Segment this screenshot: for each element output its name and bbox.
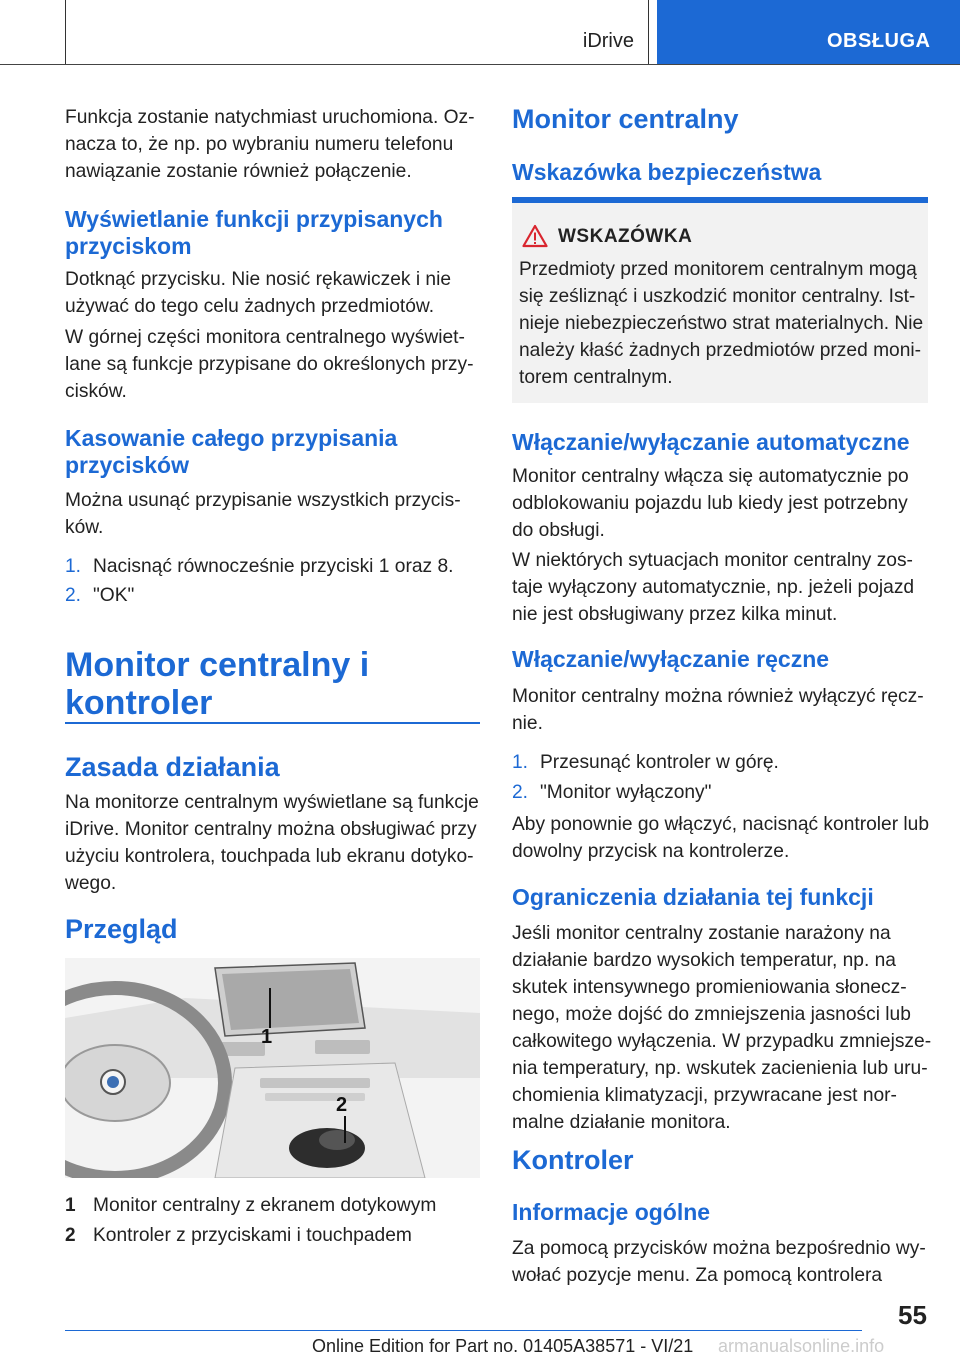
text-line: iDrive. Monitor centralny można obsługiwać przy — [65, 819, 477, 840]
text-line: Aby ponownie go włączyć, nacisnąć kontroler lub — [512, 814, 930, 835]
legend-number: 1 — [65, 1195, 76, 1216]
text-line: taje wyłączony automatycznie, np. jeżeli pojazd — [512, 577, 915, 598]
footer-rule — [65, 1330, 862, 1331]
text-line: nacza to, że np. po wybraniu numeru telefonu — [65, 134, 454, 155]
page-number: 55 — [898, 1300, 927, 1330]
heading-overview: Przegląd — [65, 914, 178, 944]
text-line: nia temperatury, np. wskutek zacienienia lub uru- — [512, 1058, 928, 1079]
warning-box — [512, 197, 928, 403]
text-line: ków. — [65, 517, 104, 538]
text-line: odblokowaniu pojazdu lub kiedy jest potrzebny — [512, 493, 908, 514]
heading-principle: Zasada działania — [65, 752, 280, 782]
text-line: chomienia klimatyzacji, przywracane jest nor- — [512, 1085, 897, 1106]
warning-bar — [512, 197, 928, 203]
warning-line: nieje niebezpieczeństwo strat materialnych. Nie — [519, 313, 924, 334]
text-line: Dotknąć przycisku. Nie nosić rękawiczek i nie — [65, 269, 452, 290]
header-chapter-title: OBSŁUGA — [827, 30, 931, 52]
step-number: 1. — [512, 752, 529, 773]
warning-triangle-icon — [522, 224, 548, 248]
header-rule — [0, 64, 960, 65]
text-line: W niektórych sytuacjach monitor centralny zos- — [512, 550, 913, 571]
step-text: "Monitor wyłączony" — [540, 782, 712, 803]
step-text: Przesunąć kontroler w górę. — [540, 752, 779, 773]
legend-text: Monitor centralny z ekranem dotykowym — [93, 1195, 437, 1216]
legend-text: Kontroler z przyciskami i touchpadem — [93, 1225, 412, 1246]
step-number: 2. — [512, 782, 529, 803]
text-line: Jeśli monitor centralny zostanie narażony na — [512, 923, 891, 944]
text-line: wołać pozycje menu. Za pomocą kontrolera — [512, 1265, 883, 1286]
heading-delete-assignment: Kasowanie całego przypisania — [65, 425, 398, 451]
warning-line: Przedmioty przed monitorem centralnym mogą — [519, 259, 917, 280]
text-line: skutek intensywnego promieniowania słonecz- — [512, 977, 907, 998]
text-line: do obsługi. — [512, 520, 605, 541]
figure-label-2: 2 — [336, 1094, 348, 1116]
text-line: użyciu kontrolera, touchpada lub ekranu dotyko- — [65, 846, 474, 867]
chapter-heading: Monitor centralny i — [65, 646, 370, 684]
warning-title: WSKAZÓWKA — [558, 226, 693, 247]
step-number: 1. — [65, 556, 82, 577]
heading-display-functions: Wyświetlanie funkcji przypisanych — [65, 206, 443, 232]
header-chapter-tab — [657, 0, 960, 64]
footer-watermark: armanualsonline.info — [718, 1336, 885, 1356]
step-text: Nacisnąć równocześnie przyciski 1 oraz 8. — [93, 556, 454, 577]
step-text: "OK" — [93, 585, 135, 606]
heading-display-functions-cont: przyciskom — [65, 233, 192, 259]
text-line: nie. — [512, 713, 543, 734]
heading-auto-on-off: Włączanie/wyłączanie automatyczne — [512, 429, 910, 455]
heading-general-info: Informacje ogólne — [512, 1199, 711, 1225]
text-line: W górnej części monitora centralnego wyświet- — [65, 327, 465, 348]
text-line: Monitor centralny włącza się automatycznie po — [512, 466, 909, 487]
heading-central-monitor: Monitor centralny — [512, 104, 739, 134]
chapter-rule — [65, 722, 480, 724]
warning-line: się ześliznąć i uszkodzić monitor centralny. Ist- — [519, 286, 916, 307]
text-line: nego, może dojść do zmniejszenia jasności lub — [512, 1004, 911, 1025]
text-line: nie jest obsługiwany przez kilka minut. — [512, 604, 838, 625]
heading-safety-note: Wskazówka bezpieczeństwa — [512, 159, 822, 185]
text-line: Monitor centralny można również wyłączyć ręcz- — [512, 686, 924, 707]
heading-controller: Kontroler — [512, 1145, 634, 1175]
heading-limits: Ograniczenia działania tej funkcji — [512, 884, 874, 910]
text-line: wego. — [65, 873, 117, 894]
text-line: Za pomocą przycisków można bezpośrednio wy- — [512, 1238, 926, 1259]
text-line: Można usunąć przypisanie wszystkich przycis- — [65, 490, 461, 511]
text-line: cisków. — [65, 381, 127, 402]
text-line: dowolny przycisk na kontrolerze. — [512, 841, 790, 862]
header-section-box — [65, 0, 649, 64]
text-line: całkowitego wyłączenia. W przypadku zmniejsze- — [512, 1031, 932, 1052]
footer-edition: Online Edition for Part no. 01405A38571 - VI/21 — [312, 1336, 694, 1356]
cockpit-drawing — [65, 958, 480, 1178]
cockpit-illustration — [65, 958, 480, 1178]
legend-number: 2 — [65, 1225, 76, 1246]
text-line: lane są funkcje przypisane do określonych przy- — [65, 354, 474, 375]
step-number: 2. — [65, 585, 82, 606]
text-line: używać do tego celu żadnych przedmiotów. — [65, 296, 435, 317]
warning-line: należy kłaść żadnych przedmiotów przed moni- — [519, 340, 922, 361]
figure-label-1: 1 — [261, 1026, 273, 1048]
text-line: malne działanie monitora. — [512, 1112, 731, 1133]
warning-line: torem centralnym. — [519, 367, 673, 388]
chapter-heading-cont: kontroler — [65, 684, 213, 722]
header-section-title: iDrive — [582, 30, 634, 52]
text-line: działanie bardzo wysokich temperatur, np. na — [512, 950, 896, 971]
heading-manual-on-off: Włączanie/wyłączanie ręczne — [512, 646, 830, 672]
text-line: Funkcja zostanie natychmiast uruchomiona. Oz- — [65, 107, 475, 128]
text-line: Na monitorze centralnym wyświetlane są funkcje — [65, 792, 479, 813]
heading-delete-assignment-cont: przycisków — [65, 452, 189, 478]
text-line: nawiązanie zostanie również połączenie. — [65, 161, 412, 182]
